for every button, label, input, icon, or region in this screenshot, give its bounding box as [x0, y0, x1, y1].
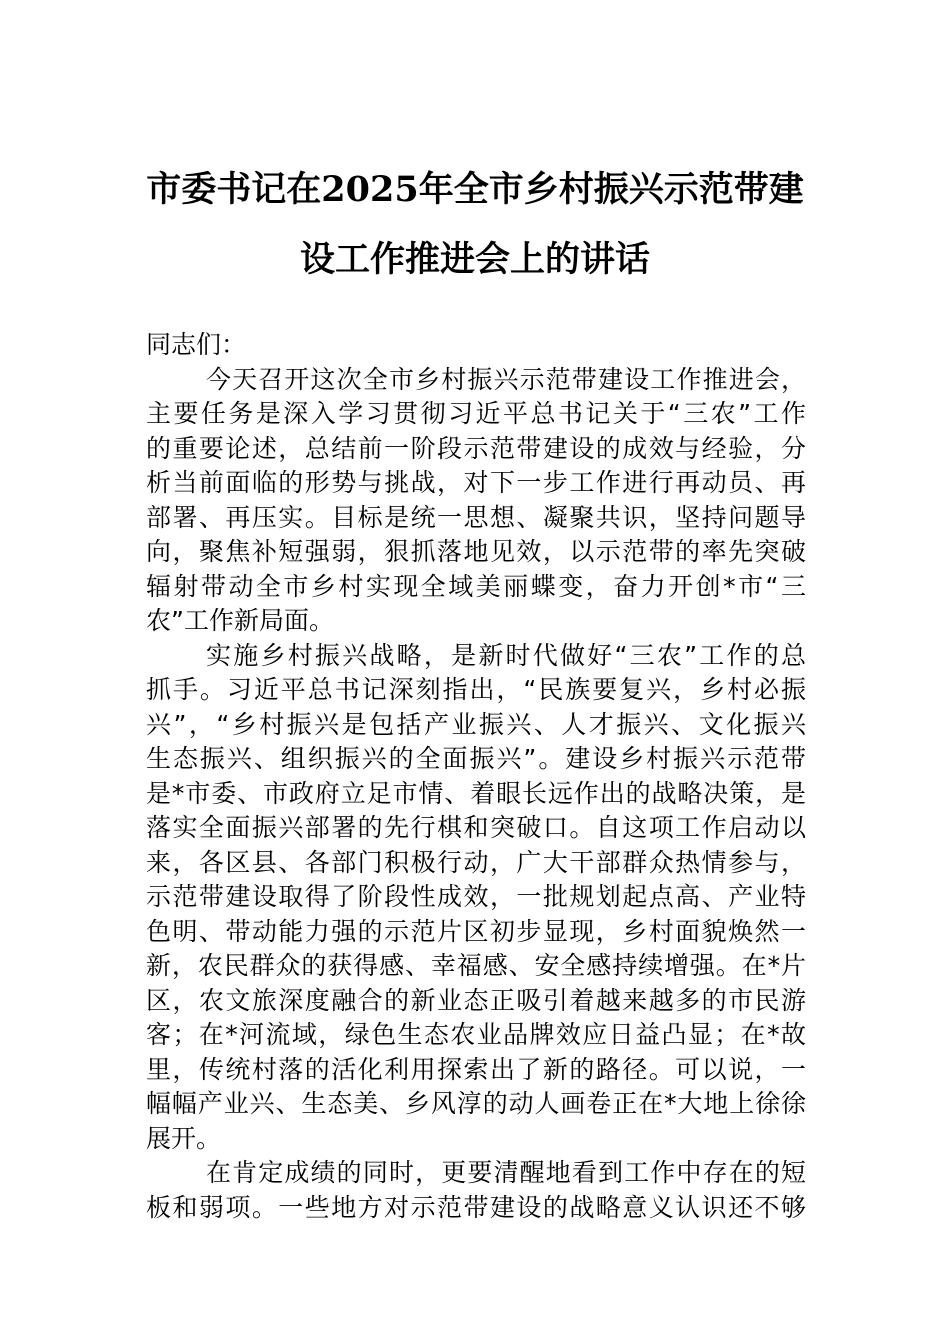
paragraph-line: 部署、再压实。目标是统一思想、凝聚共识，坚持问题导: [146, 502, 806, 532]
paragraph-line: 实施乡村振兴战略，是新时代做好“三农”工作的总: [206, 640, 806, 670]
paragraph-line: 板和弱项。一些地方对示范带建设的战略意义认识还不够: [146, 1192, 806, 1222]
paragraph-line: 展开。: [146, 1123, 222, 1153]
paragraph-line: 农”工作新局面。: [146, 606, 334, 635]
paragraph-line: 是*市委、市政府立足市情、着眼长远作出的战略决策，是: [146, 778, 806, 808]
paragraph-line: 的重要论述，总结前一阶段示范带建设的成效与经验，分: [146, 433, 806, 463]
paragraph-line: 在肯定成绩的同时，更要清醒地看到工作中存在的短: [206, 1158, 806, 1187]
paragraph-line: 兴”，“乡村振兴是包括产业振兴、人才振兴、文化振兴: [146, 709, 806, 739]
paragraph-line: 主要任务是深入学习贯彻习近平总书记关于“三农”工作: [146, 399, 806, 428]
paragraph-line: 向，聚焦补短强弱，狠抓落地见效，以示范带的率先突破: [146, 537, 806, 566]
paragraph-line: 抓手。习近平总书记深刻指出，“民族要复兴，乡村必振: [146, 675, 806, 704]
document-title-line-1: 市委书记在2025年全市乡村振兴示范带建: [146, 169, 804, 210]
paragraph-line: 辐射带动全市乡村实现全域美丽蝶变，奋力开创*市“三: [146, 571, 806, 601]
paragraph-line: 客；在*河流域，绿色生态农业品牌效应日益凸显；在*故: [146, 1020, 806, 1049]
salutation: 同志们：: [146, 330, 247, 359]
paragraph-line: 区，农文旅深度融合的新业态正吸引着越来越多的市民游: [146, 985, 806, 1015]
paragraph-line: 析当前面临的形势与挑战，对下一步工作进行再动员、再: [146, 468, 806, 497]
paragraph-line: 来，各区县、各部门积极行动，广大干部群众热情参与，: [146, 847, 806, 877]
paragraph-line: 今天召开这次全市乡村振兴示范带建设工作推进会，: [206, 364, 806, 394]
paragraph-line: 色明、带动能力强的示范片区初步显现，乡村面貌焕然一: [146, 916, 806, 946]
paragraph-line: 新，农民群众的获得感、幸福感、安全感持续增强。在*片: [146, 951, 806, 980]
paragraph-line: 里，传统村落的活化利用探索出了新的路径。可以说，一: [146, 1054, 806, 1084]
paragraph-line: 落实全面振兴部署的先行棋和突破口。自这项工作启动以: [146, 813, 806, 842]
document-body: [146, 328, 806, 1225]
paragraph-line: 示范带建设取得了阶段性成效，一批规划起点高、产业特: [146, 882, 806, 911]
paragraph-line: 幅幅产业兴、生态美、乡风淳的动人画卷正在*大地上徐徐: [146, 1089, 806, 1118]
paragraph-line: 生态振兴、组织振兴的全面振兴”。建设乡村振兴示范带: [146, 744, 806, 773]
document-title-line-2: 设工作推进会上的讲话: [299, 239, 650, 280]
